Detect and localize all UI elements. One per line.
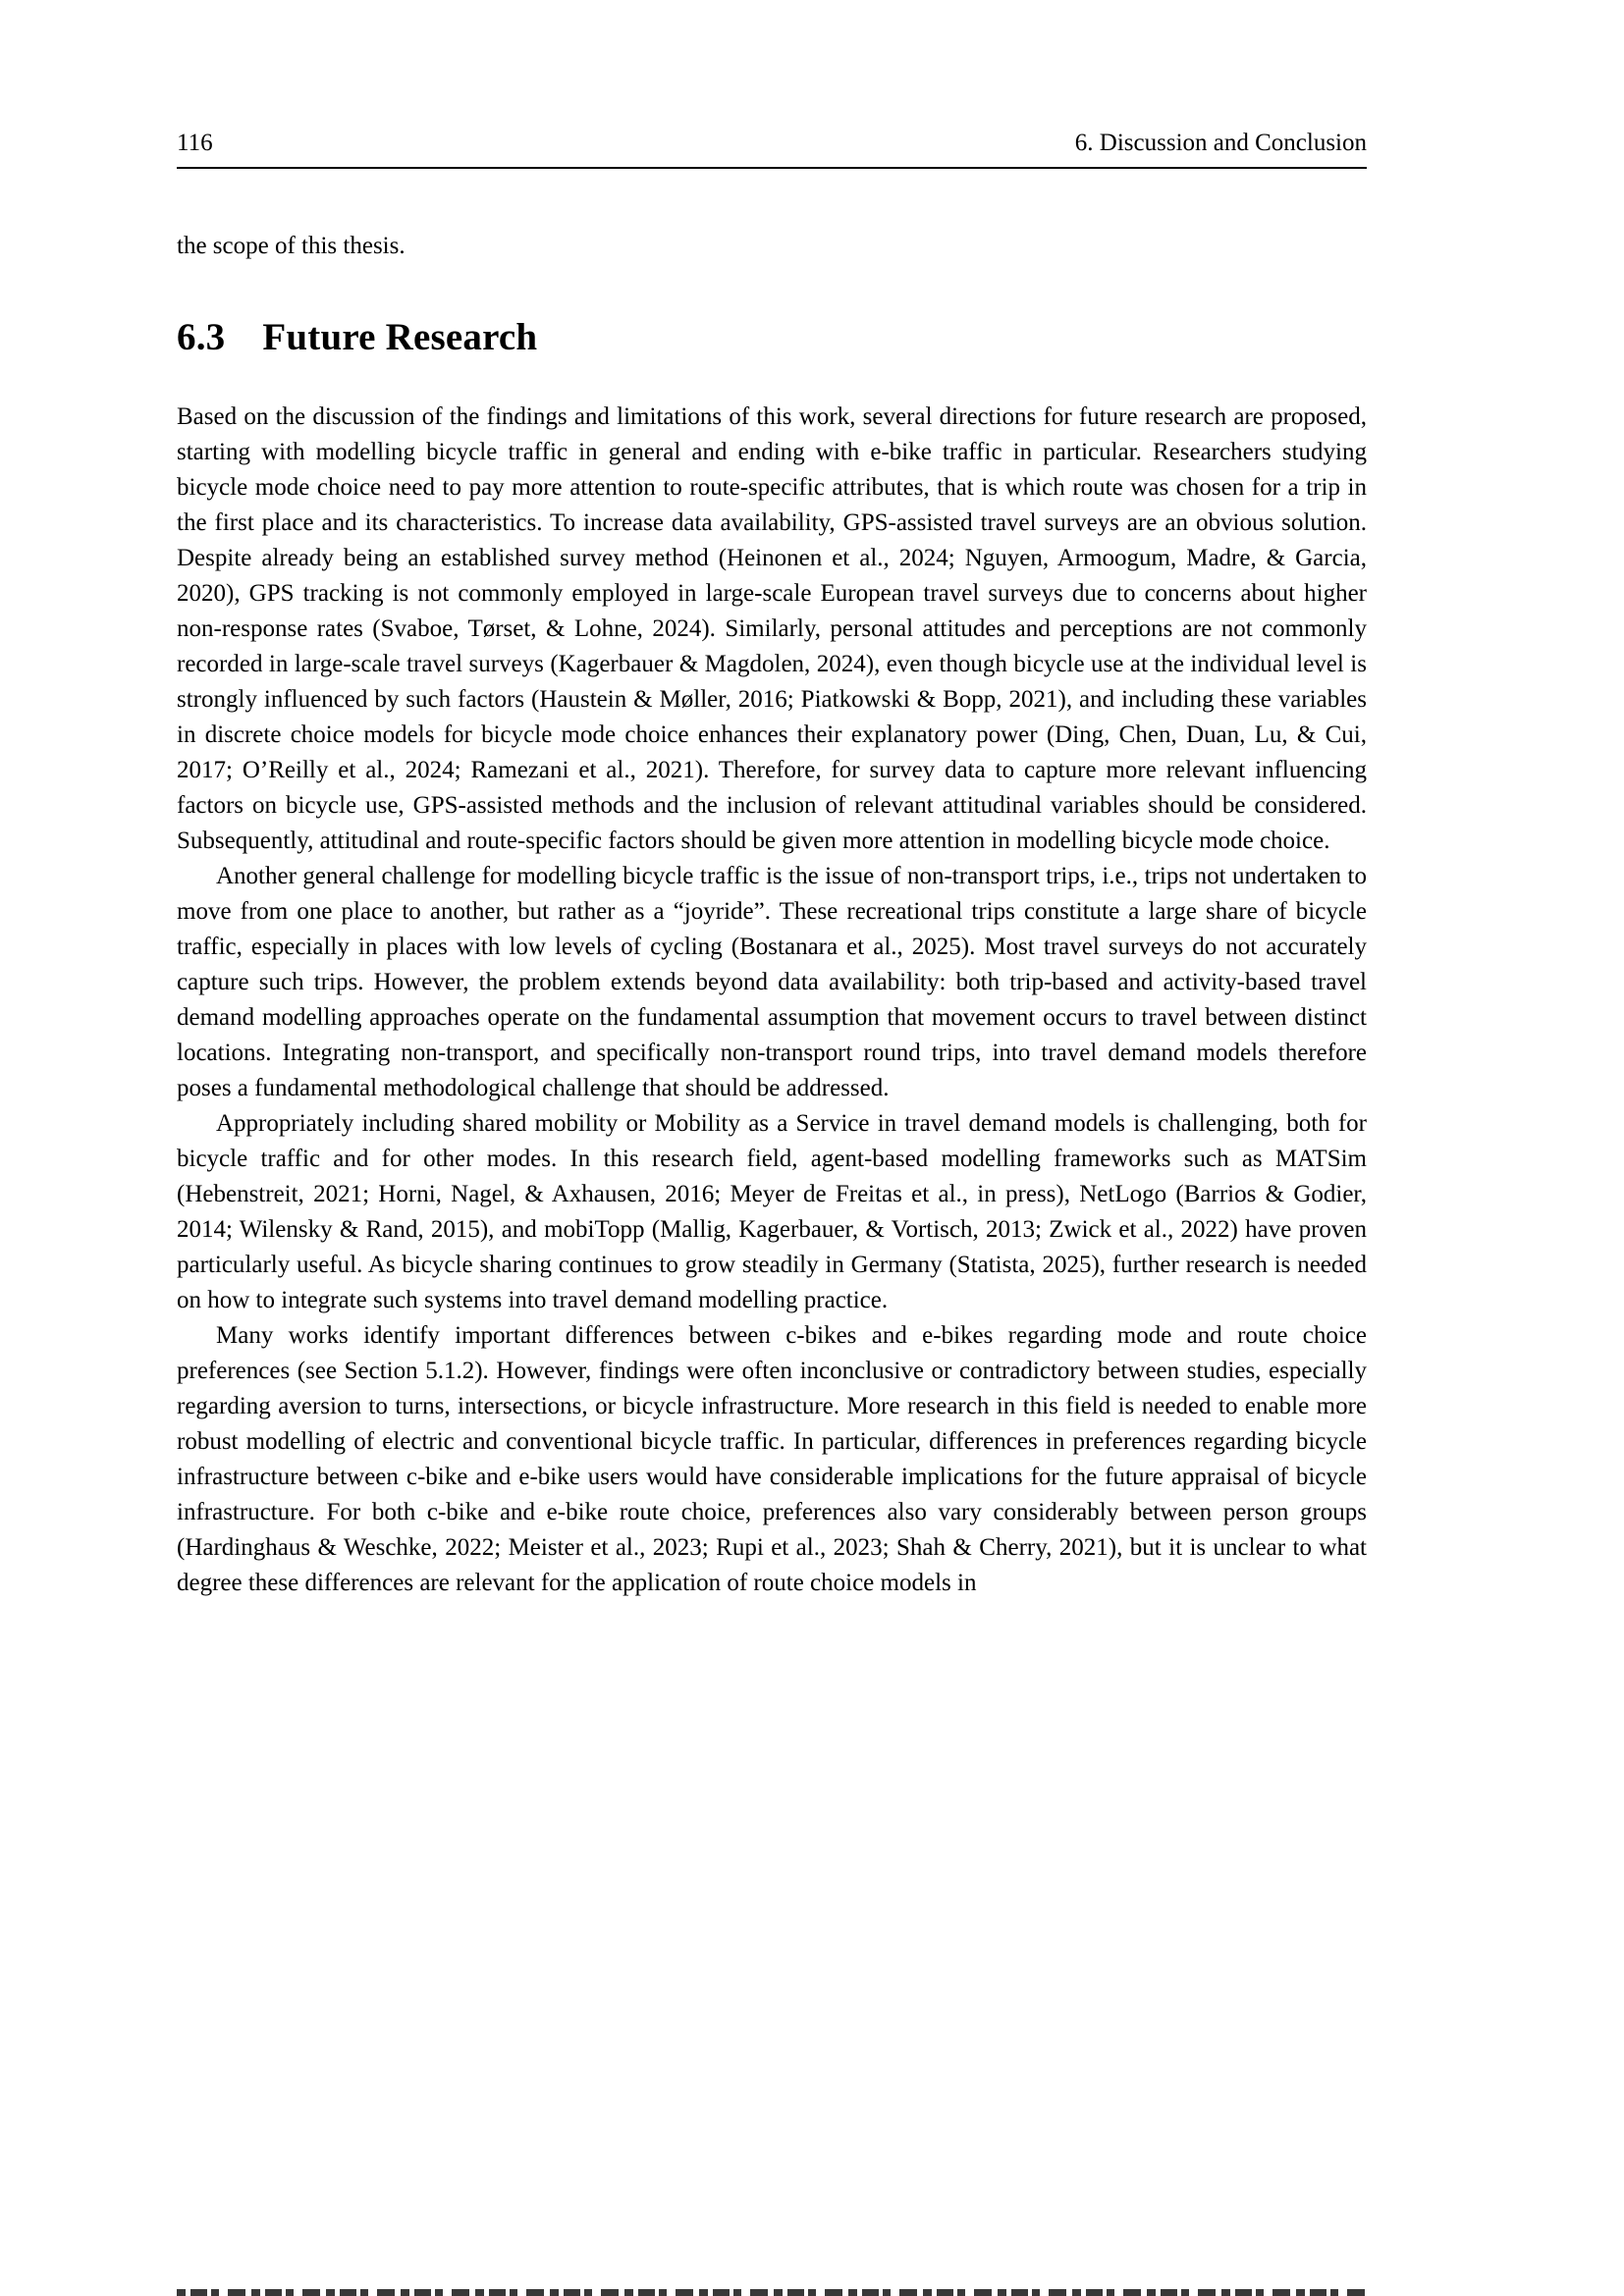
page-number: 116: [177, 130, 213, 156]
header-rule: [177, 167, 1367, 169]
next-page-text-cutoff: [177, 2289, 1367, 2296]
paragraph-1: Based on the discussion of the findings and limitations of this work, several directions for future research are proposed, starting with modelling bicycle traffic in general and ending with e-bike traffic in particular. Researchers studying bicycle mode choice need to pay more attention to route-specific attributes, that is which route was chosen for a trip in the first place and its characteristics. To increase data availability, GPS-assisted travel surveys are an obvious solution. Despite already being an established survey method (Heinonen et al., 2024; Nguyen, Armoogum, Madre, & Garcia, 2020), GPS tracking is not commonly employed in large-scale European travel surveys due to concerns about higher non-response rates (Svaboe, Tørset, & Lohne, 2024). Similarly, personal attitudes and perceptions are not commonly recorded in large-scale travel surveys (Kagerbauer & Magdolen, 2024), even though bicycle use at the individual level is strongly influenced by such factors (Haustein & Møller, 2016; Piatkowski & Bopp, 2021), and including these variables in discrete choice models for bicycle mode choice enhances their explanatory power (Ding, Chen, Duan, Lu, & Cui, 2017; O’Reilly et al., 2024; Ramezani et al., 2021). Therefore, for survey data to capture more relevant influencing factors on bicycle use, GPS-assisted methods and the inclusion of relevant attitudinal variables should be considered. Subsequently, attitudinal and route-specific factors should be given more attention in modelling bicycle mode choice.: [177, 403, 1367, 854]
running-chapter-title: 6. Discussion and Conclusion: [1074, 130, 1367, 156]
paragraph-3: Appropriately including shared mobility or Mobility as a Service in travel demand models is challenging, both for bicycle traffic and for other modes. In this research field, agent-based modelling frameworks such as MATSim (Hebenstreit, 2021; Horni, Nagel, & Axhausen, 2016; Meyer de Freitas et al., in press), NetLogo (Barrios & Godier, 2014; Wilensky & Rand, 2015), and mobiTopp (Mallig, Kagerbauer, & Vortisch, 2013; Zwick et al., 2022) have proven particularly useful. As bicycle sharing continues to grow steadily in Germany (Statista, 2025), further research is needed on how to integrate such systems into travel demand modelling practice.: [177, 1110, 1367, 1313]
section-body: [177, 400, 1367, 1601]
section-heading: [177, 315, 1367, 360]
page-content: [177, 0, 1367, 1601]
section-title: Future Research: [262, 316, 538, 358]
paragraph-2: Another general challenge for modelling bicycle traffic is the issue of non-transport trips, i.e., trips not undertaken to move from one place to another, but rather as a “joyride”. These recreational trips constitute a large share of bicycle traffic, especially in places with low levels of cycling (Bostanara et al., 2025). Most travel surveys do not accurately capture such trips. However, the problem extends beyond data availability: both trip-based and activity-based travel demand modelling approaches operate on the fundamental assumption that movement occurs to travel between distinct locations. Integrating non-transport, and specifically non-transport round trips, into travel demand models therefore poses a fundamental methodological challenge that should be addressed.: [177, 863, 1367, 1101]
section-number: 6.3: [177, 316, 226, 358]
carryover-sentence: the scope of this thesis.: [177, 233, 406, 259]
running-header: [177, 0, 1367, 158]
paragraph-4: Many works identify important differences between c-bikes and e-bikes regarding mode and route choice preferences (see Section 5.1.2). However, findings were often inconclusive or contradictory between studies, especially regarding aversion to turns, intersections, or bicycle infrastructure. More research in this field is needed to enable more robust modelling of electric and conventional bicycle traffic. In particular, differences in preferences regarding bicycle infrastructure between c-bike and e-bike users would have considerable implications for the future appraisal of bicycle infrastructure. For both c-bike and e-bike route choice, preferences also vary considerably between person groups (Hardinghaus & Weschke, 2022; Meister et al., 2023; Rupi et al., 2023; Shah & Cherry, 2021), but it is unclear to what degree these differences are relevant for the application of route choice models in: [177, 1322, 1367, 1596]
